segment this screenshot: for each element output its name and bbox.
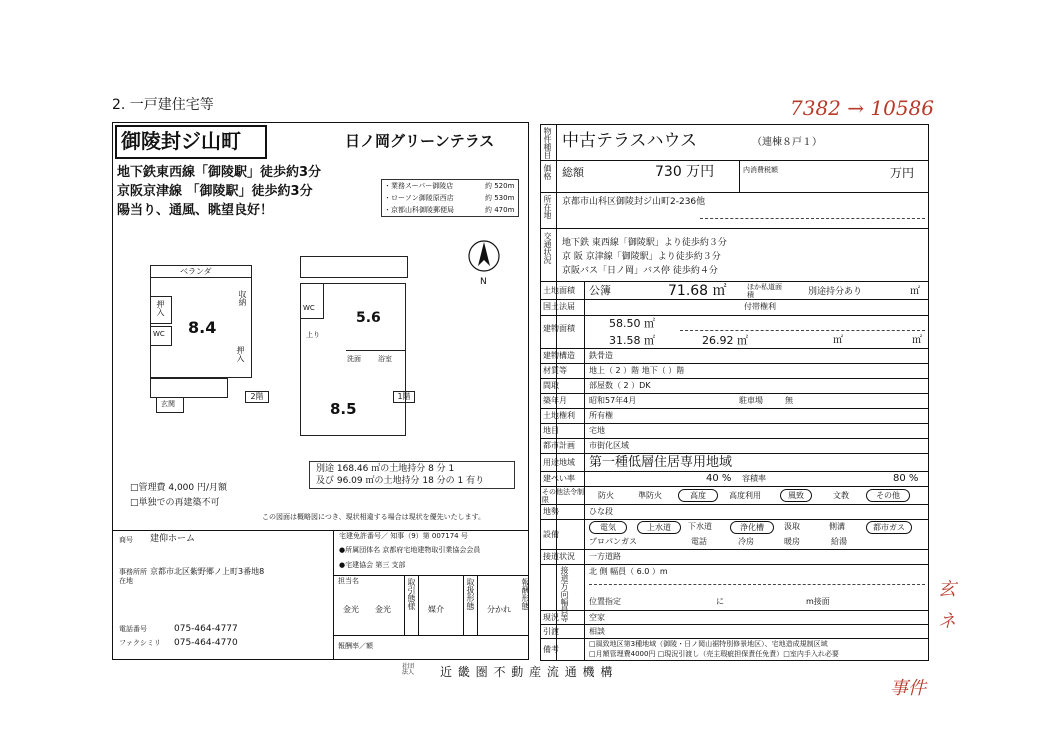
chisei-label: 地勢 [543, 507, 559, 516]
setudo-label: 接道状況 [543, 552, 575, 561]
nearby-dist: 約 470m [485, 206, 515, 214]
land-area-unit: ㎡ [910, 286, 920, 297]
setsubi-kyuto: 給湯 [831, 537, 847, 546]
setsubi-danbo: 暖房 [784, 537, 800, 546]
sento-label: 洗面 [347, 355, 361, 363]
ni-label: に [716, 597, 724, 606]
handwritten-bottom-note: 事件 [890, 678, 926, 699]
nearby-dist: 約 530m [485, 194, 515, 202]
torihiki-value: 媒介 [428, 605, 444, 614]
tax-label: 内消費税額 [743, 166, 778, 174]
built-label: 築年月 [543, 396, 567, 405]
org-mark: 社団法人 [402, 663, 415, 676]
law-kodoriyo: 高度利用 [729, 491, 761, 500]
location-label: 所在地 [543, 195, 552, 219]
chisei: ひな段 [589, 507, 613, 516]
rebuild-note: □単独での再建築不可 [130, 498, 220, 508]
genkyo-label: 現況 [543, 613, 559, 622]
houshu-value: 分かれ [487, 605, 511, 614]
association: ●所属団体名 京都府宅地建物取引業協会会員 [339, 546, 481, 554]
access-line-3: 陽当り、通風、眺望良好！ [117, 203, 274, 218]
setsubi-reibo: 冷房 [738, 537, 754, 546]
setsubi-propane: プロパンガス [589, 537, 637, 546]
hikiwatashi: 相談 [589, 627, 605, 636]
other-law-label: その他法令制限 [542, 488, 584, 504]
genkan-label: 玄関 [161, 400, 175, 408]
setsubi-denwa: 電話 [691, 537, 707, 546]
land-area-label: 土地面積 [543, 286, 575, 295]
biko-line-2: □月額管理費4000円 □現況引渡し（売主瑕疵担保責任免責）□室内手入れ必要 [589, 650, 839, 658]
parking: 無 [785, 396, 793, 405]
floor1-room-a-size: 5.6 [356, 310, 381, 326]
floors: 地上（ 2 ）階 地下（ ）階 [589, 366, 685, 375]
madori-label: 間取 [543, 381, 559, 390]
access-line-2: 京阪京津線 「御陵駅」徒歩約3分 [117, 184, 313, 199]
oshi-label-2: 押入 [236, 346, 245, 362]
law-fuchi: 風致 [780, 489, 812, 502]
toshi: 市街化区域 [589, 441, 629, 450]
transport-label: 交通状況 [543, 232, 552, 264]
price-label: 価格 [543, 164, 552, 180]
building-total: 58.50 ㎡ [609, 317, 655, 330]
houshu-header: 報酬形態 [521, 578, 530, 610]
wc-2f-label: WC [153, 330, 165, 338]
type-note: （連棟８戸１） [752, 137, 822, 148]
transport-line-3: 京阪バス「日ノ岡」バス停 徒歩約４分 [562, 266, 718, 276]
genkan-area [150, 378, 228, 398]
law-kodo: 高度 [678, 489, 718, 502]
partition [346, 350, 406, 351]
setsubi-toshigas: 都市ガス [866, 521, 912, 534]
stairs-up-label: 上り [306, 331, 320, 339]
setsubi-kumitori: 汲取 [784, 522, 800, 531]
floor2-label: 2階 [245, 391, 269, 403]
type-label: 物件種目 [543, 127, 552, 159]
branch: ●宅建協会 第三 支部 [339, 561, 406, 569]
floor3-unit: ㎡ [833, 335, 843, 346]
road-label: 接道方向幅員等 [560, 566, 569, 622]
kenpei: 40 % [706, 473, 732, 484]
disclaimer: この図面は概略図につき、現状相違する場合は現状を優先いたします。 [262, 513, 486, 521]
management-fee: □管理費 4,000 円/月額 [130, 483, 228, 493]
floor1-label: 1階 [393, 391, 415, 403]
footer-org: 近 畿 圏 不 動 産 流 通 機 構 [440, 665, 614, 679]
atsukai-header: 取扱形態 [466, 578, 475, 610]
chimoku-label: 地目 [543, 426, 559, 435]
parking-label: 駐車場 [739, 396, 763, 405]
law-boka: 防火 [598, 491, 614, 500]
property-name: 日ノ岡グリーンテラス [345, 132, 495, 150]
nearby-name: ・ローソン御陵原西店 [384, 194, 454, 202]
trade-name: 建仰ホーム [150, 534, 196, 544]
roof-1f [300, 256, 408, 278]
transport-line-1: 地下鉄 東西線「御陵駅」より徒歩約３分 [562, 238, 727, 248]
land-share-2: 及び 96.09 ㎡の土地持分 18 分の 1 有り [316, 476, 485, 486]
setsubi-gesuido: 下水道 [688, 522, 712, 531]
material-label: 材質等 [543, 366, 567, 375]
trade-label: 商号 [119, 536, 133, 544]
setsubi-label: 設備 [543, 530, 559, 539]
license-number: 宅建免許番号／ 知事（9）第 007174 号 [339, 532, 468, 540]
kenpei-label: 建ぺい率 [543, 474, 575, 483]
section-title: 2. 一戸建住宅等 [112, 97, 214, 113]
tax-unit: 万円 [890, 166, 915, 180]
torihiki-header: 取引態様 [407, 578, 416, 610]
staff-header: 担当名 [338, 577, 359, 585]
setsubi-jokaso: 浄化槽 [730, 521, 774, 534]
address-label: 事務所所在地 [119, 568, 147, 585]
fax-label: ファクシミリ [119, 639, 161, 647]
genkyo: 空家 [589, 613, 605, 622]
law-bunkyo: 文教 [833, 491, 849, 500]
land-area: 71.68 ㎡ [668, 283, 727, 299]
handwritten-reference: 7382 → 10586 [790, 96, 934, 120]
setsubi-josuido: 上水道 [637, 521, 681, 534]
total-label: 総額 [562, 166, 584, 179]
setsubi-denki: 電気 [589, 521, 627, 534]
floor2-room-size: 8.4 [188, 318, 217, 337]
handwritten-side-note: 玄 ネ [938, 579, 956, 632]
commission-rate-label: 報酬率／額 [338, 642, 373, 650]
access-line-1: 地下鉄東西線「御陵駅」徒歩約3分 [117, 165, 322, 180]
location: 京都市山科区御陵封ジ山町2-236他 [562, 197, 706, 207]
land-register: 公簿 [589, 284, 611, 297]
land-right-label: 土地権利 [543, 411, 575, 420]
structure-label: 建物構造 [543, 351, 575, 360]
fuzoku-label: 付帯権利 [744, 302, 776, 311]
road: 北 側 幅員（ 6.0 ）m [589, 567, 668, 576]
property-type: 中古テラスハウス [562, 131, 697, 151]
private-road: 別途持分あり [808, 287, 863, 297]
youto: 第一種低層住居専用地域 [589, 455, 733, 470]
youto-label: 用途地域 [543, 458, 575, 467]
land-right: 所有権 [589, 411, 613, 420]
tel-label: 電話番号 [119, 625, 147, 633]
law-sonota: その他 [866, 489, 910, 502]
youseki-label: 容積率 [742, 474, 766, 483]
setudo: 一方道路 [589, 552, 621, 561]
kokudo-label: 国土法届 [543, 302, 575, 311]
tel-number: 075-464-4777 [174, 624, 238, 634]
structure: 鉄骨造 [589, 351, 613, 360]
private-road-label: ほか私道面積 [747, 283, 782, 299]
transport-line-2: 京 阪 京津線「御陵駅」より徒歩約３分 [562, 252, 721, 262]
building-area-label: 建物面積 [543, 324, 575, 333]
veranda-label: ベランダ [180, 267, 212, 276]
staff-name-2: 金光 [375, 605, 391, 614]
youseki: 80 % [893, 473, 919, 484]
bath-label: 浴室 [378, 355, 392, 363]
biko-line-1: □風致地区第3種地域（御陵・日ノ岡山裾特別修景地区）、宅地造成規制区域 [589, 640, 828, 648]
biko-label: 備考 [543, 645, 559, 654]
company-address: 京都市北区紫野郷ノ上町3番地8 [150, 567, 265, 576]
floor4-unit: ㎡ [912, 335, 922, 346]
staff-name: 金光 [343, 605, 359, 614]
hikiwatashi-label: 引渡 [543, 627, 559, 636]
oshi-label: 押入 [156, 300, 165, 316]
setsubi-sokko: 側溝 [829, 522, 845, 531]
land-share-1: 別途 168.46 ㎡の土地持分 8 分 1 [316, 464, 455, 474]
wc-1f [300, 283, 324, 319]
nearby-name: ・京都山科御陵郵便局 [384, 206, 454, 214]
ichi-shitei: 位置指定 [589, 597, 621, 606]
shuno-label: 収納 [238, 290, 247, 306]
floor2-area: 26.92 ㎡ [702, 334, 748, 347]
fax-number: 075-464-4770 [174, 638, 238, 648]
chimoku: 宅地 [589, 426, 605, 435]
madori: 部屋数（ 2 ）DK [589, 381, 651, 390]
nearby-dist: 約 520m [485, 182, 515, 190]
floor1-area: 31.58 ㎡ [609, 334, 655, 347]
built-date: 昭和57年4月 [589, 396, 637, 405]
floor1-room-b-size: 8.5 [330, 400, 357, 418]
law-junboka: 準防火 [638, 491, 662, 500]
total-price: 730 万円 [655, 164, 715, 180]
msetsumen: m接面 [806, 597, 830, 606]
genkan-box [156, 397, 184, 413]
area-name: 御陵封ジ山町 [121, 129, 241, 153]
toshi-label: 都市計画 [543, 441, 575, 450]
wc-1f-label: WC [303, 304, 315, 312]
nearby-name: ・業務スーパー御陵店 [384, 182, 454, 190]
compass-label: N [480, 277, 487, 287]
